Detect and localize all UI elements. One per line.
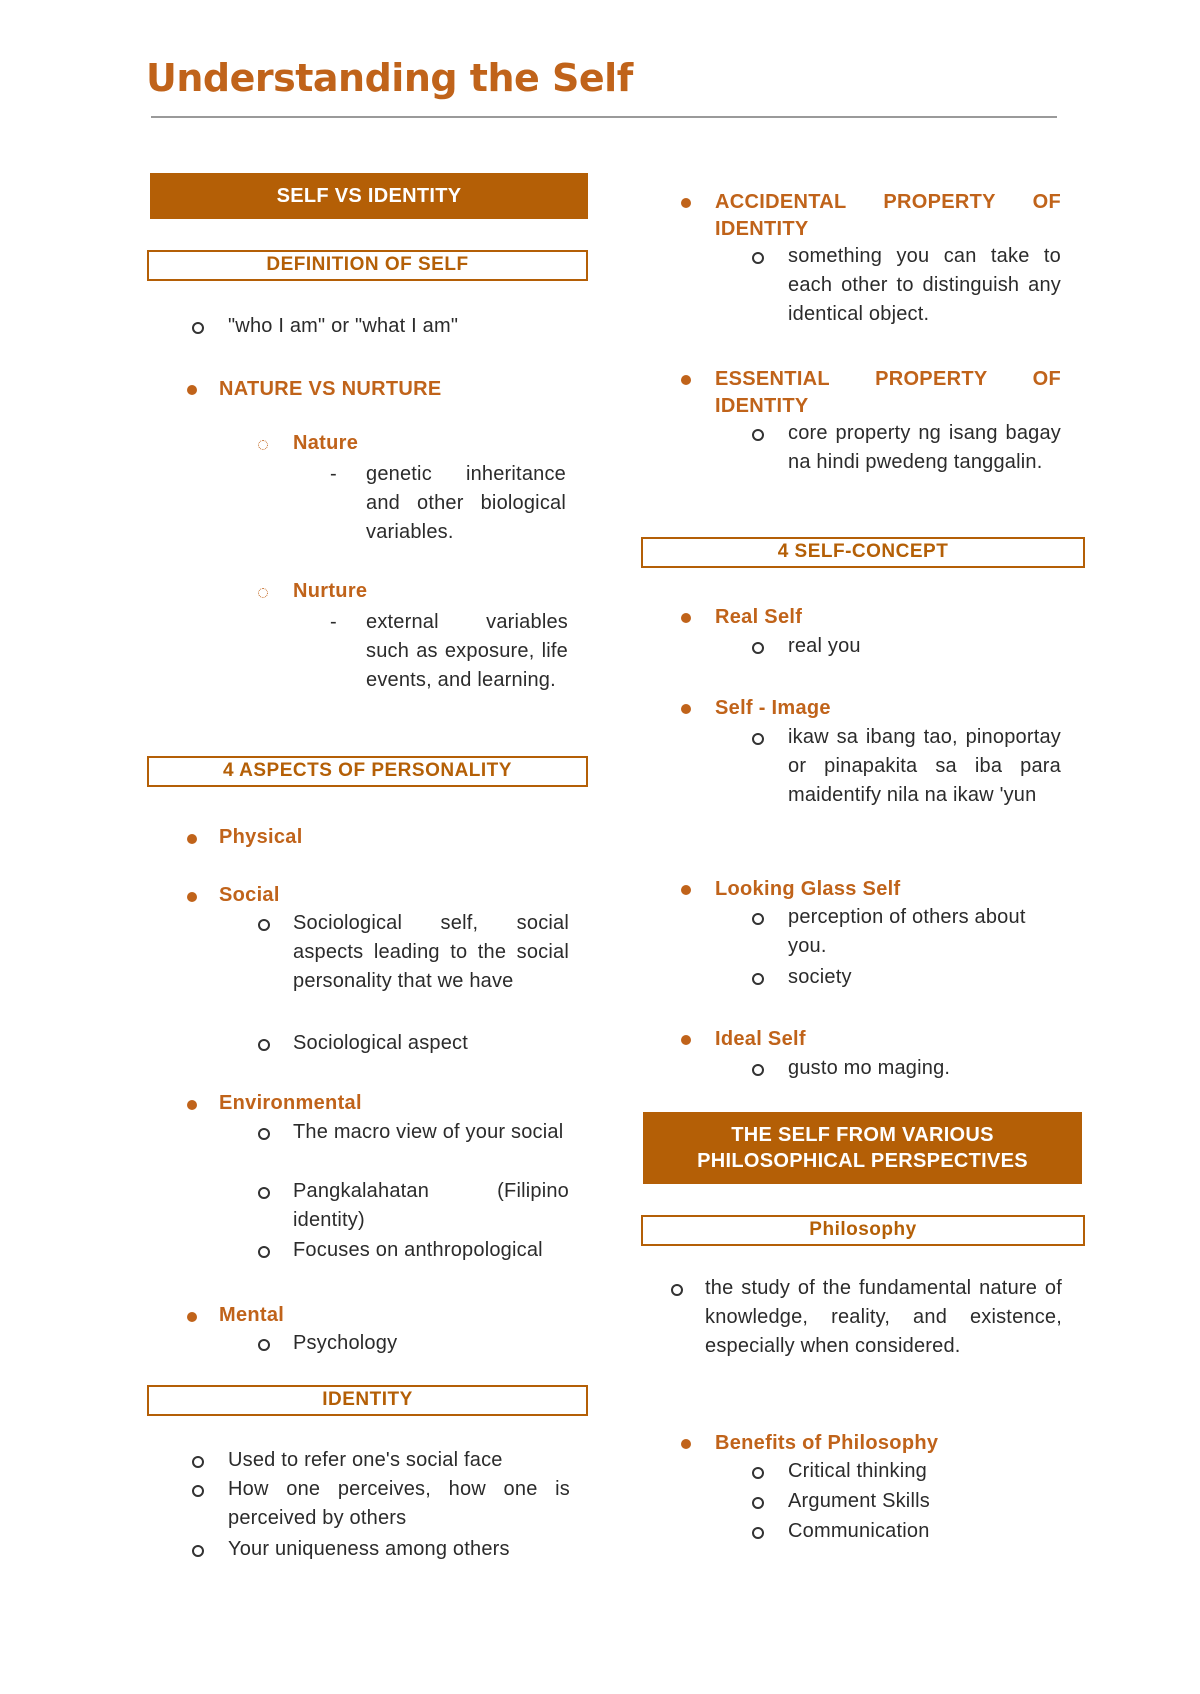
subheader-philosophy: Philosophy bbox=[641, 1215, 1085, 1246]
ring-bullet-icon bbox=[192, 1545, 204, 1557]
dot-bullet-icon bbox=[681, 1035, 691, 1045]
social-item-1: Sociological self, social aspects leading to the social personality that we have bbox=[293, 912, 569, 992]
ring-bullet-icon bbox=[752, 733, 764, 745]
self-image-description: ikaw sa ibang tao, pinoportay or pinapakita sa iba para maidentify nila na ikaw 'yun bbox=[788, 726, 1061, 806]
heading-benefits-of-philosophy: Benefits of Philosophy bbox=[715, 1432, 939, 1454]
ring-bullet-icon bbox=[192, 1456, 204, 1468]
dot-bullet-icon bbox=[187, 834, 197, 844]
ideal-self-description: gusto mo maging. bbox=[788, 1057, 951, 1079]
ring-bullet-icon bbox=[752, 973, 764, 985]
dash-bullet: - bbox=[330, 611, 337, 633]
ring-bullet-icon bbox=[258, 1187, 270, 1199]
dot-bullet-icon bbox=[681, 704, 691, 714]
heading-real-self: Real Self bbox=[715, 606, 803, 628]
nurture-description: external variables such as exposure, life events, and learning. bbox=[366, 611, 568, 691]
heading-accidental-property: ACCIDENTAL PROPERTY OF IDENTITY bbox=[715, 191, 1061, 240]
heading-essential-property: ESSENTIAL PROPERTY OF IDENTITY bbox=[715, 368, 1061, 417]
ring-bullet-icon bbox=[752, 1527, 764, 1539]
identity-item-1: Used to refer one's social face bbox=[228, 1449, 503, 1471]
heading-nurture: Nurture bbox=[293, 580, 368, 602]
heading-environmental: Environmental bbox=[219, 1092, 362, 1114]
ring-bullet-icon bbox=[752, 1064, 764, 1076]
ring-bullet-icon bbox=[671, 1284, 683, 1296]
ring-bullet-icon bbox=[192, 322, 204, 334]
dotted-bullet-icon bbox=[258, 440, 268, 450]
subheader-4-self-concept: 4 SELF-CONCEPT bbox=[641, 537, 1085, 568]
accidental-description: something you can take to each other to distinguish any identical object. bbox=[788, 245, 1061, 325]
ring-bullet-icon bbox=[258, 1128, 270, 1140]
looking-glass-item-2: society bbox=[788, 966, 852, 988]
looking-glass-item-1: perception of others about you. bbox=[788, 906, 1026, 957]
dash-bullet: - bbox=[330, 463, 337, 485]
dot-bullet-icon bbox=[681, 198, 691, 208]
ring-bullet-icon bbox=[752, 1497, 764, 1509]
benefit-item-2: Argument Skills bbox=[788, 1490, 930, 1512]
heading-self-image: Self - Image bbox=[715, 697, 831, 719]
ring-bullet-icon bbox=[258, 1039, 270, 1051]
heading-nature: Nature bbox=[293, 432, 359, 454]
subheader-identity: IDENTITY bbox=[147, 1385, 588, 1416]
benefit-item-3: Communication bbox=[788, 1520, 930, 1542]
ring-bullet-icon bbox=[752, 1467, 764, 1479]
heading-physical: Physical bbox=[219, 826, 303, 848]
dot-bullet-icon bbox=[681, 885, 691, 895]
heading-ideal-self: Ideal Self bbox=[715, 1028, 806, 1050]
dotted-bullet-icon bbox=[258, 588, 268, 598]
dot-bullet-icon bbox=[681, 375, 691, 385]
dot-bullet-icon bbox=[681, 613, 691, 623]
dot-bullet-icon bbox=[187, 385, 197, 395]
title-divider bbox=[151, 116, 1057, 118]
ring-bullet-icon bbox=[258, 919, 270, 931]
essential-description: core property ng isang bagay na hindi pwedeng tanggalin. bbox=[788, 422, 1061, 473]
heading-looking-glass-self: Looking Glass Self bbox=[715, 878, 901, 900]
social-item-2: Sociological aspect bbox=[293, 1032, 469, 1054]
ring-bullet-icon bbox=[192, 1485, 204, 1497]
mental-item-1: Psychology bbox=[293, 1332, 398, 1354]
heading-mental: Mental bbox=[219, 1304, 285, 1326]
subheader-definition-of-self: DEFINITION OF SELF bbox=[147, 250, 588, 281]
ring-bullet-icon bbox=[752, 252, 764, 264]
heading-nature-vs-nurture: NATURE VS NURTURE bbox=[219, 378, 442, 400]
subheader-4-aspects-of-personality: 4 ASPECTS OF PERSONALITY bbox=[147, 756, 588, 787]
definition-of-self-text: "who I am" or "what I am" bbox=[228, 315, 459, 337]
environmental-item-3: Focuses on anthropological bbox=[293, 1239, 543, 1261]
dot-bullet-icon bbox=[187, 892, 197, 902]
section-header-philosophical-perspectives: THE SELF FROM VARIOUS PHILOSOPHICAL PERSPECTIVES bbox=[643, 1112, 1082, 1184]
dot-bullet-icon bbox=[187, 1100, 197, 1110]
ring-bullet-icon bbox=[258, 1246, 270, 1258]
page-title: Understanding the Self bbox=[146, 56, 633, 100]
ring-bullet-icon bbox=[752, 642, 764, 654]
identity-item-2: How one perceives, how one is perceived by others bbox=[228, 1478, 570, 1529]
benefit-item-1: Critical thinking bbox=[788, 1460, 928, 1482]
dot-bullet-icon bbox=[681, 1439, 691, 1449]
philosophy-description: the study of the fundamental nature of knowledge, reality, and existence, especially when considered. bbox=[705, 1277, 1062, 1357]
nature-description: genetic inheritance and other biological variables. bbox=[366, 463, 566, 543]
ring-bullet-icon bbox=[258, 1339, 270, 1351]
identity-item-3: Your uniqueness among others bbox=[228, 1538, 510, 1560]
heading-social: Social bbox=[219, 884, 280, 906]
environmental-item-2: Pangkalahatan (Filipino identity) bbox=[293, 1180, 569, 1231]
section-header-self-vs-identity: SELF VS IDENTITY bbox=[150, 173, 588, 219]
ring-bullet-icon bbox=[752, 429, 764, 441]
real-self-description: real you bbox=[788, 635, 861, 657]
dot-bullet-icon bbox=[187, 1312, 197, 1322]
ring-bullet-icon bbox=[752, 913, 764, 925]
environmental-item-1: The macro view of your social bbox=[293, 1121, 564, 1143]
